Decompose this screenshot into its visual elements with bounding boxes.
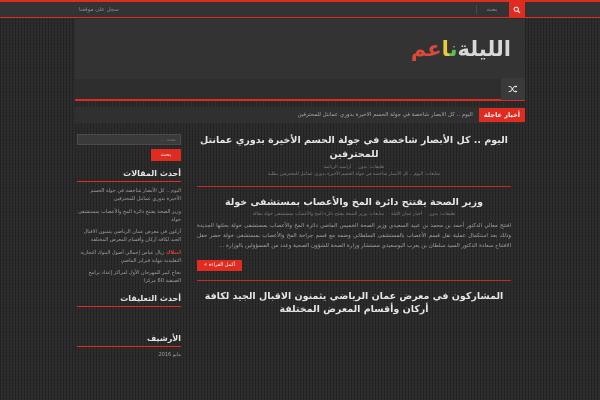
post-item [197,196,511,271]
read-more-button[interactable]: أكمل القراءة » [197,260,242,271]
top-bar [0,0,600,18]
top-bar-tagline: سجل على موقعنا [79,6,119,13]
main-content-column [187,126,525,400]
post-title[interactable]: وزير الصحة يفتتح دائرة المخ والأعصاب بمستشفى خولة [225,196,483,208]
widget-search [77,134,181,161]
widget-title-latest-comments: أحدث التعليقات [77,294,181,307]
widget-latest-comments [77,294,181,326]
content-wrapper [75,126,525,400]
search-toggle-button[interactable] [509,1,525,18]
top-bar-inner [75,2,525,17]
post-item [197,134,511,177]
post-divider [197,280,511,281]
archive-item[interactable]: مايو 2016 [158,351,181,358]
list-item-label: زيال عباس إجمالي أصول البنوك التجارية التقليدية بنهاية فبراير الماضي [80,249,181,264]
logo-part-3: الليلة [457,36,511,61]
list-item[interactable]: وزير الصحة يفتتح دائرة المخ والأعصاب بمستشفى خولة [78,208,181,223]
site-header [75,19,525,79]
post-title[interactable]: اليوم .. كل الأبصار شاخصة في جولة الحسم الأخيرة بدوري عمانتل للمحترفين [200,135,508,160]
breaking-news-ticker[interactable]: اليوم .. كل الأبصار شاخصة في جولة الحسم الأخيرة بدوري عمانتل للمحترفين [297,112,473,118]
list-item[interactable] [77,249,181,266]
read-more-wrap [197,251,511,271]
breaking-news-badge[interactable]: أخبار عاجلة [479,108,525,122]
widget-title-latest-articles: أحدث المقالات [77,169,181,182]
search-submit-button[interactable]: بحث [151,149,181,161]
sidebar [75,126,187,400]
list-item[interactable]: نجاح كبير للمهرجان الأول لمراكز إعداد برامج الصيفية 60 مركزا [88,270,181,285]
top-menu [119,5,497,14]
logo-part-2: ن [449,36,458,61]
top-menu-divider [476,5,477,14]
post-divider [197,186,511,187]
post-meta-category[interactable]: أراسيد الرياضة [323,164,352,170]
post-meta [197,165,511,170]
widget-archive [77,334,181,358]
logo-part-0: عم [410,36,442,61]
post-meta-category[interactable]: أخبار عمان الليلة [390,212,423,218]
main-navigation [75,79,525,101]
site-logo[interactable] [410,36,511,61]
post-meta [197,212,511,217]
post-meta-comments[interactable]: تعليقات: بدون [358,164,385,170]
latest-articles-list [77,187,181,286]
list-item[interactable]: اليوم .. كل الأبصار شاخصة في جولة الحسم الأخيرة بدوري عمانتل للمحترفين [90,188,181,203]
widget-title-archive: الأرشيف [77,334,181,347]
search-icon [513,6,521,14]
search-form [77,134,181,161]
post-meta-secondary: متابعات: اليوم .. كل الأبصار شاخصة في جولة الحسم الأخيرة بدوري عمانتل للمحترفين بطلبة [267,171,441,177]
post-meta-tag[interactable]: متابعات: وزير الصحة يفتتح دائرة المخ والأعصاب بمستشفى خولة مقالة [252,212,384,218]
search-input[interactable] [77,134,181,145]
post-item [197,290,511,318]
post-excerpt: افتتح معالي الدكتور أحمد بن محمد بن عبيد السعيدي وزير الصحة الخميس الماضي دائرة المخ والأعصاب بمستشفى خولة بحلتها الجديدة وذلك بعد استكمال عملية نقل قسم الأعصاب بالمستشفى السلطاني وضمه مع قسم جراحة المخ والأعصاب بمستشفى خولة حضر حفل الافتتاح سعادة الدكتور السيد سلطان بن يعرب البوسعيدي مستشار وزارة الصحة للشؤون الصحية وعدد من المسؤولين بالوزارة ... [197,223,511,249]
logo-part-1: ا [441,36,450,61]
post-title[interactable]: المشاركون في معرض عمان الرياضي يثمنون الاقبال الجيد لكافة أركان وأقسام المعرض المختلفة [204,290,504,316]
post-meta-comments[interactable]: تعليقات: بدون [429,212,456,218]
latest-comments-empty [77,312,181,326]
top-menu-item-0[interactable]: بحث [486,6,497,13]
list-item[interactable]: أركون في معرض عمان الرياضي يثمنون الاقبال الجيد لكافة أركان وأقسام المعرض المختلفة [83,229,181,244]
list-item-highlight: امتلاك [165,249,181,256]
widget-latest-articles [77,169,181,286]
shuffle-icon [508,84,518,94]
breaking-news-bar [75,107,525,123]
random-post-button[interactable] [501,78,525,100]
